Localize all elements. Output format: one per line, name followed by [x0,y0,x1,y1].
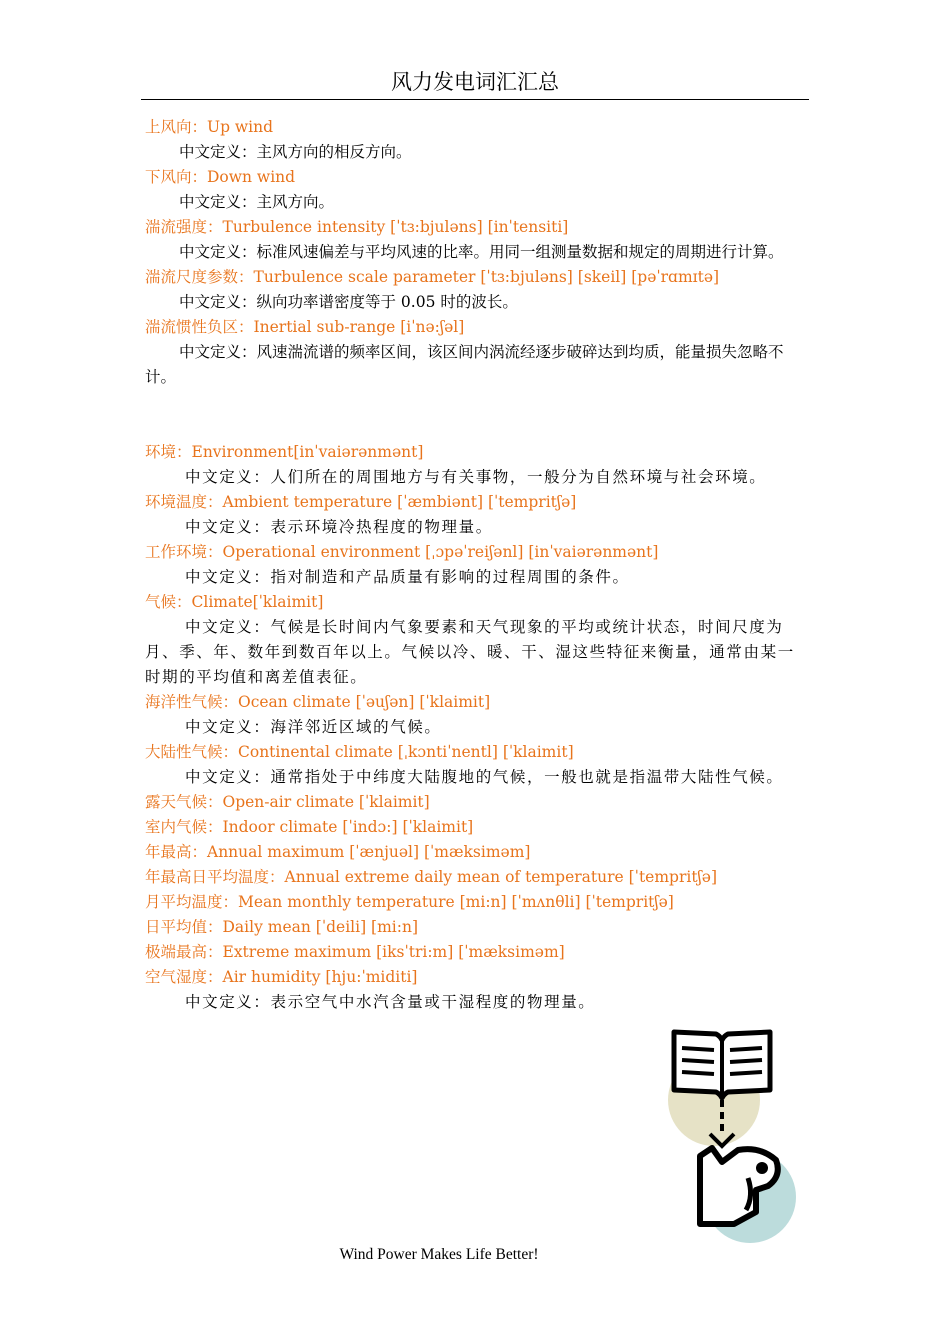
glossary-entry [145,115,809,165]
entry-definition: 中文定义：主风方向的相反方向。 [179,143,412,161]
entry-definition: 中文定义：人们所在的周围地方与有关事物，一般分为自然环境与社会环境。 [185,468,767,486]
entry-definition: 中文定义：表示空气中水汽含量或干湿程度的物理量。 [185,993,596,1011]
entry-term: 露天气候：Open-air climate [ˈklaimit] [145,793,430,811]
book-and-bird-icon [664,1028,800,1248]
glossary-entry [145,490,809,540]
glossary-entry [145,840,809,865]
entry-term: 海洋性气候：Ocean climate [ˈəuʃən] [ˈklaimit] [145,693,491,711]
entry-term: 年最高日平均温度：Annual extreme daily mean of temperature [ˈtempritʃə] [145,868,717,886]
entry-definition: 中文定义：通常指处于中纬度大陆腹地的气候，一般也就是指温带大陆性气候。 [185,768,784,786]
entry-term: 湍流尺度参数：Turbulence scale parameter [ˈtɜ:bjuləns] [skeil] [pəˈrɑmɪtə] [145,268,720,286]
entry-term: 环境：Environment[inˈvaiərənmənt] [145,443,424,461]
glossary-body [145,115,809,1015]
glossary-entry [145,865,809,890]
page-footer: Wind Power Makes Life Better! [339,1246,539,1263]
glossary-entry [145,740,809,790]
glossary-entry [145,815,809,840]
glossary-entry [145,440,809,490]
entry-term: 室内气候：Indoor climate [ˈindɔ:] [ˈklaimit] [145,818,474,836]
glossary-entry [145,915,809,940]
entry-definition: 中文定义：主风方向。 [179,193,335,211]
entry-definition: 中文定义：海洋邻近区域的气候。 [185,718,442,736]
entry-term: 环境温度：Ambient temperature [ˈæmbiənt] [ˈtempritʃə] [145,493,577,511]
entry-term: 大陆性气候：Continental climate [ˌkɔntiˈnentl] [ˈklaimit] [145,743,574,761]
glossary-entry [145,215,809,265]
entry-term: 工作环境：Operational environment [ˌɔpəˈreiʃənl] [inˈvaiərənmənt] [145,543,659,561]
glossary-entry [145,690,809,740]
glossary-entry [145,890,809,915]
entry-term: 月平均温度：Mean monthly temperature [mi:n] [ˈmʌnθli] [ˈtempritʃə] [145,893,674,911]
entry-definition: 中文定义：纵向功率谱密度等于 0.05 时的波长。 [179,293,518,311]
entry-term: 年最高：Annual maximum [ˈænjuəl] [ˈmæksiməm] [145,843,531,861]
section-spacer [145,390,809,440]
entry-definition: 中文定义：标准风速偏差与平均风速的比率。用同一组测量数据和规定的周期进行计算。 [179,243,784,261]
entry-term: 日平均值：Daily mean [ˈdeili] [mi:n] [145,918,418,936]
glossary-entry [145,315,809,390]
entry-term: 空气湿度：Air humidity [hju:ˈmiditi] [145,968,418,986]
page-title: 风力发电词汇汇总 [141,66,809,100]
entry-term: 极端最高：Extreme maximum [iksˈtri:m] [ˈmæksiməm] [145,943,565,961]
entry-term: 湍流惯性负区：Inertial sub-range [iˈnə:ʃəl] [145,318,465,336]
glossary-entry [145,965,809,1015]
entry-definition: 中文定义：风速湍流谱的频率区间，该区间内涡流经逐步破碎达到均质，能量损失忽略不计。 [145,343,784,386]
entry-definition: 中文定义：气候是长时间内气象要素和天气现象的平均或统计状态，时间尺度为月、季、年、数年到数百年以上。气候以冷、暖、干、湿这些特征来衡量，通常由某一时期的平均值和离差值表征。 [145,618,795,686]
glossary-entry [145,790,809,815]
entry-term: 气候：Climate[ˈklaimit] [145,593,324,611]
glossary-entry [145,540,809,590]
glossary-entry [145,165,809,215]
entry-term: 上风向：Up wind [145,118,274,136]
entry-definition: 中文定义：表示环境冷热程度的物理量。 [185,518,493,536]
glossary-entry [145,590,809,690]
glossary-entry [145,265,809,315]
entry-definition: 中文定义：指对制造和产品质量有影响的过程周围的条件。 [185,568,630,586]
entry-term: 湍流强度：Turbulence intensity [ˈtɜ:bjuləns] [inˈtensiti] [145,218,569,236]
glossary-entry [145,940,809,965]
entry-term: 下风向：Down wind [145,168,296,186]
